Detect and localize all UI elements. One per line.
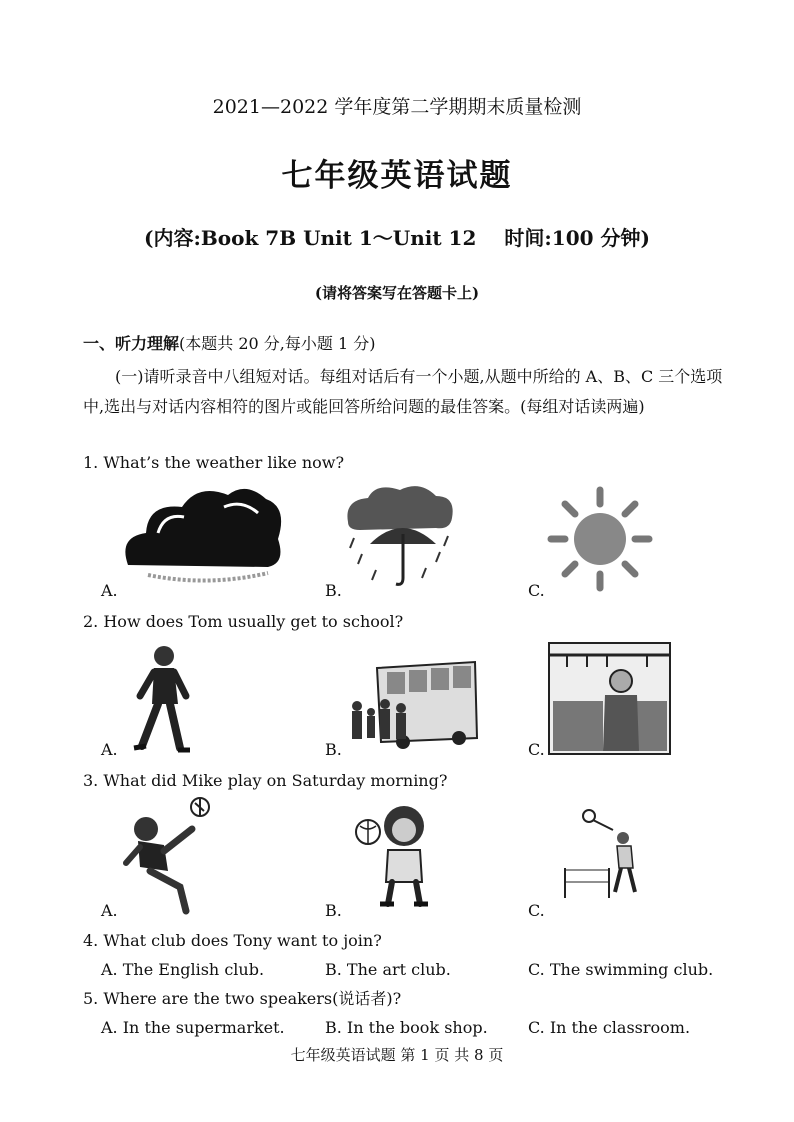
question-5-option-c[interactable]: C. In the classroom. — [528, 1018, 691, 1037]
exam-title: 七年级英语试题 — [281, 158, 513, 194]
question-5-option-b[interactable]: B. In the book shop. — [325, 1018, 488, 1037]
volleyball-player-icon — [352, 800, 434, 914]
exam-info — [0, 222, 794, 251]
badminton-player-icon — [553, 808, 663, 907]
question-1-option-a[interactable]: A. — [101, 581, 118, 600]
sun-icon — [545, 484, 655, 598]
cloudy-icon — [118, 477, 288, 591]
question-4-option-b[interactable]: B. The art club. — [325, 960, 451, 979]
question-1-option-b[interactable]: B. — [325, 581, 342, 600]
question-5-option-a[interactable]: A. In the supermarket. — [101, 1018, 285, 1037]
rain-umbrella-icon — [340, 482, 460, 596]
bus-stop-icon — [347, 658, 479, 758]
question-2-stem: 2. How does Tom usually get to school? — [83, 612, 404, 631]
question-5-stem: 5. Where are the two speakers(说话者)? — [83, 989, 402, 1008]
question-1-option-c[interactable]: C. — [528, 581, 545, 600]
subway-passenger-icon — [547, 641, 672, 760]
time-label: 时间:100 分钟) — [504, 226, 650, 250]
walking-man-icon — [128, 642, 198, 761]
question-2-option-c[interactable]: C. — [528, 740, 545, 759]
question-2-option-b[interactable]: B. — [325, 740, 342, 759]
answer-sheet-note: (请将答案写在答题卡上) — [314, 284, 480, 302]
question-4-option-c[interactable]: C. The swimming club. — [528, 960, 714, 979]
section-points: (本题共 20 分,每小题 1 分) — [179, 334, 376, 353]
page-footer: 七年级英语试题 第 1 页 共 8 页 — [290, 1046, 504, 1064]
question-3-stem: 3. What did Mike play on Saturday morning? — [83, 771, 448, 790]
question-2-option-a[interactable]: A. — [101, 740, 118, 759]
question-3-option-b[interactable]: B. — [325, 901, 342, 920]
question-4-option-a[interactable]: A. The English club. — [101, 960, 265, 979]
content-label: (内容:Book 7B Unit 1～Unit 12 — [144, 226, 477, 250]
question-4-stem: 4. What club does Tony want to join? — [83, 931, 382, 950]
section-title: 一、听力理解 — [83, 334, 180, 353]
question-3-option-a[interactable]: A. — [101, 901, 118, 920]
exam-subtitle: 2021—2022 学年度第二学期期末质量检测 — [212, 96, 582, 118]
section-instructions: (一)请听录音中八组短对话。每组对话后有一个小题,从题中所给的 A、B、C 三个选项中,选出与对话内容相符的图片或能回答所给问题的最佳答案。(每组对话读两遍) — [83, 367, 723, 416]
soccer-player-icon — [120, 795, 215, 919]
section-heading — [83, 334, 375, 354]
question-1-stem: 1. What’s the weather like now? — [83, 453, 345, 472]
question-3-option-c[interactable]: C. — [528, 901, 545, 920]
